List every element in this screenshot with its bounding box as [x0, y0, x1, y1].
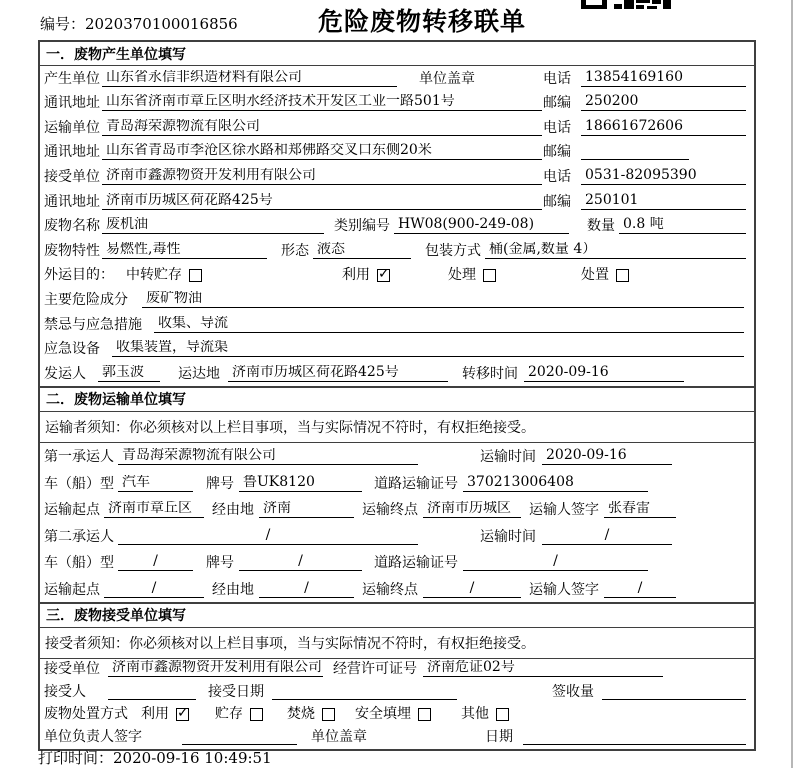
- plate-value-field: 鲁UK8120: [239, 475, 362, 492]
- hazard-label: 主要危险成分: [44, 291, 128, 308]
- phone-label: 电话: [543, 168, 571, 185]
- qr-block: [586, 0, 602, 5]
- via-label: 经由地: [212, 502, 254, 519]
- taboo-value-field: 收集、导流: [154, 316, 744, 333]
- checkbox-transfer-storage: [189, 269, 202, 282]
- zip-field-group: [543, 144, 689, 160]
- via-value-field: 济南: [259, 501, 354, 518]
- carrier-sign-label: 运输人签字: [529, 502, 599, 519]
- phone-value-field: 18661672606: [581, 119, 746, 136]
- receiving-person-value-field: [108, 684, 196, 700]
- hazard-value-field: 废矿物油: [142, 291, 744, 308]
- equipment-label: 应急设备: [44, 341, 100, 358]
- waste-name-value-field: 废机油: [102, 217, 324, 234]
- quantity-value-field: 0.8 吨: [619, 217, 746, 234]
- section-receiver-title: 三．废物接受单位填写: [40, 604, 754, 628]
- waste-character-value-field: 易燃性,毒性: [102, 242, 267, 259]
- taboo-label: 禁忌与应急措施: [44, 316, 142, 333]
- endpoint-value-field: 济南市历城区: [423, 501, 521, 518]
- first-carrier-value-field: 青岛海荣源物流有限公司: [118, 448, 418, 465]
- zip-field-group: [543, 94, 746, 111]
- address-value-field: 济南市历城区荷花路425号: [102, 193, 542, 210]
- row-receiver: [40, 164, 754, 189]
- row-vehicle-1: [40, 469, 754, 496]
- disposal-option-other: [461, 707, 509, 722]
- transfer-time-value-field: 2020-09-16: [524, 365, 684, 382]
- print-time-label: 打印时间：: [38, 749, 114, 767]
- physical-form-label: 形态: [281, 242, 309, 259]
- phone-value-field: 13854169160: [581, 70, 746, 87]
- row-shipper: [40, 361, 754, 386]
- section-producer: [38, 40, 756, 388]
- qr-block: [647, 6, 657, 9]
- via-value-field: /: [259, 581, 354, 598]
- second-carrier-value-field: /: [118, 528, 418, 545]
- receiving-date-label: 接受日期: [208, 683, 264, 700]
- row-transporter: [40, 115, 754, 140]
- zip-label: 邮编: [543, 144, 571, 161]
- destination-label: 运达地: [178, 365, 220, 382]
- checkbox-treat: [483, 269, 496, 282]
- date-value-field: [523, 729, 746, 745]
- category-code-value-field: HW08(900-249-08): [394, 217, 569, 234]
- origin-value-field: /: [104, 581, 204, 598]
- origin-label: 运输起点: [44, 502, 100, 519]
- row-second-carrier: [40, 522, 754, 549]
- address-value-field: 山东省济南市章丘区明水经济技术开发区工业一路501号: [102, 94, 542, 111]
- physical-form-value-field: 液态: [313, 242, 411, 259]
- plate-label: 牌号: [206, 475, 234, 492]
- via-label: 经由地: [212, 581, 254, 598]
- carrier-sign-value-field: 张春雷: [604, 501, 676, 518]
- packing-label: 包装方式: [425, 242, 481, 259]
- option-label: 中转贮存: [126, 267, 182, 284]
- serial-value: 2020370100016856: [85, 15, 238, 33]
- phone-field-group: [543, 168, 746, 185]
- zip-label: 邮编: [543, 193, 571, 210]
- row-first-carrier: [40, 443, 754, 470]
- packing-value-field: 桶(金属,数量 4）: [485, 242, 746, 259]
- road-permit-value-field: 370213006408: [463, 475, 648, 492]
- qr-block: [636, 5, 644, 9]
- phone-value-field: 0531-82095390: [581, 168, 746, 185]
- transport-time-label: 运输时间: [480, 528, 536, 545]
- purpose-label: 外运目的：: [44, 267, 114, 284]
- purpose-option-utilize: [342, 268, 390, 283]
- phone-label: 电话: [543, 70, 571, 87]
- address-label: 通讯地址: [44, 95, 100, 112]
- qr-code-fragment-icon: [581, 0, 671, 9]
- transporter-value-field: 青岛海荣源物流有限公司: [102, 119, 542, 136]
- checkbox-storage: [250, 708, 263, 721]
- endpoint-label: 运输终点: [362, 502, 418, 519]
- option-label: 处理: [448, 267, 476, 284]
- purpose-option-dispose: [581, 268, 629, 283]
- option-label: 安全填埋: [355, 706, 411, 723]
- unit-seal-label: 单位盖章: [419, 70, 475, 87]
- row-receiving-person: [40, 681, 754, 704]
- row-hazard-component: [40, 287, 754, 312]
- page-title: 危险废物转移联单: [318, 7, 527, 36]
- checkbox-incinerate: [322, 708, 335, 721]
- received-amount-label: 签收量: [552, 683, 594, 700]
- row-emergency-equipment: [40, 337, 754, 362]
- row-waste-character: [40, 238, 754, 263]
- serial-number-line: [40, 13, 238, 34]
- serial-label: 编号：: [40, 15, 86, 33]
- endpoint-value-field: /: [423, 581, 521, 598]
- disposal-method-label: 废物处置方式: [44, 706, 128, 723]
- row-receiving-unit: [40, 659, 754, 682]
- carrier-sign-label: 运输人签字: [529, 581, 599, 598]
- checkbox-utilize: [377, 269, 390, 282]
- row-transfer-purpose: [40, 263, 754, 288]
- phone-label: 电话: [543, 119, 571, 136]
- row-taboo-measures: [40, 312, 754, 337]
- zip-label: 邮编: [543, 95, 571, 112]
- qr-block: [652, 0, 661, 4]
- section-transporter: [38, 386, 756, 604]
- waste-name-label: 废物名称: [44, 218, 100, 235]
- date-label: 日期: [485, 728, 513, 745]
- equipment-value-field: 收集装置，导流渠: [112, 340, 744, 357]
- row-route-1: [40, 496, 754, 523]
- section-receiver: [38, 602, 756, 751]
- receiving-unit-label: 接受单位: [44, 661, 100, 678]
- option-label: 利用: [342, 267, 370, 284]
- endpoint-label: 运输终点: [362, 581, 418, 598]
- address-value-field: 山东省青岛市李沧区徐水路和郑佛路交叉口东侧20米: [102, 143, 542, 160]
- option-label: 利用: [141, 706, 169, 723]
- phone-field-group: [543, 119, 746, 136]
- row-producer: [40, 66, 754, 91]
- section-producer-title: 一．废物产生单位填写: [40, 42, 754, 66]
- first-carrier-label: 第一承运人: [44, 449, 114, 466]
- qr-block: [614, 4, 622, 9]
- receiver-value-field: 济南市鑫源物资开发利用有限公司: [102, 168, 542, 185]
- row-waste-name: [40, 214, 754, 239]
- disposal-option-utilize: [141, 707, 189, 722]
- origin-label: 运输起点: [44, 581, 100, 598]
- vehicle-type-label: 车（船）型: [44, 555, 114, 572]
- option-label: 处置: [581, 267, 609, 284]
- section-transporter-title: 二．废物运输单位填写: [40, 388, 754, 412]
- purpose-option-treat: [448, 268, 496, 283]
- category-code-label: 类别编号: [334, 218, 390, 235]
- transport-time-label: 运输时间: [480, 449, 536, 466]
- waste-character-label: 废物特性: [44, 242, 100, 259]
- vehicle-type-value-field: 汽车: [118, 475, 193, 492]
- transport-time-value-field: 2020-09-16: [542, 448, 672, 465]
- disposal-option-incinerate: [287, 707, 335, 722]
- disposal-option-storage: [215, 707, 263, 722]
- zip-value-field: [581, 144, 689, 160]
- print-time-line: [38, 747, 272, 768]
- option-label: 贮存: [215, 706, 243, 723]
- row-vehicle-2: [40, 549, 754, 576]
- row-responsible-sign: [40, 726, 754, 749]
- row-producer-address: [40, 91, 754, 116]
- phone-field-group: [543, 70, 746, 87]
- transporter-notice: 运输者须知：你必须核对以上栏目事项，当与实际情况不符时，有权拒绝接受。: [40, 412, 754, 443]
- option-label: 焚烧: [287, 706, 315, 723]
- transport-time-value-field: /: [542, 528, 672, 545]
- window-edge-line: [791, 0, 793, 768]
- origin-value-field: 济南市章丘区: [104, 501, 204, 518]
- received-amount-value-field: [602, 684, 746, 700]
- vehicle-type-label: 车（船）型: [44, 475, 114, 492]
- checkbox-landfill: [418, 708, 431, 721]
- row-receiver-address: [40, 189, 754, 214]
- destination-value-field: 济南市历城区荷花路425号: [228, 365, 448, 382]
- vehicle-type-value-field: /: [118, 554, 193, 571]
- license-label: 经营许可证号: [333, 661, 417, 678]
- checkbox-utilize: [176, 708, 189, 721]
- road-permit-label: 道路运输证号: [374, 555, 458, 572]
- purpose-option-transfer-storage: [126, 268, 202, 283]
- license-value-field: 济南危证02号: [423, 660, 663, 677]
- transfer-time-label: 转移时间: [462, 365, 518, 382]
- shipper-label: 发运人: [44, 365, 86, 382]
- responsible-sign-label: 单位负责人签字: [44, 728, 142, 745]
- shipper-value-field: 郭玉波: [98, 365, 160, 382]
- carrier-sign-value-field: /: [604, 581, 676, 598]
- address-label: 通讯地址: [44, 193, 100, 210]
- row-transporter-address: [40, 140, 754, 165]
- zip-field-group: [543, 193, 746, 210]
- checkbox-dispose: [616, 269, 629, 282]
- producer-value-field: 山东省永信非织造材料有限公司: [102, 70, 397, 87]
- row-route-2: [40, 575, 754, 602]
- row-disposal-method: [40, 704, 754, 727]
- producer-label: 产生单位: [44, 70, 100, 87]
- qr-block: [624, 0, 634, 9]
- disposal-option-landfill: [355, 707, 431, 722]
- road-permit-label: 道路运输证号: [374, 475, 458, 492]
- address-label: 通讯地址: [44, 144, 100, 161]
- receiver-label: 接受单位: [44, 168, 100, 185]
- print-time-value: 2020-09-16 10:49:51: [113, 749, 272, 767]
- plate-value-field: /: [239, 554, 362, 571]
- manifest-form: [38, 40, 756, 751]
- road-permit-value-field: /: [463, 554, 648, 571]
- second-carrier-label: 第二承运人: [44, 528, 114, 545]
- qr-block: [636, 0, 650, 3]
- responsible-sign-value-field: [182, 729, 297, 745]
- receiving-unit-value-field: 济南市鑫源物资开发利用有限公司: [108, 660, 323, 677]
- plate-label: 牌号: [206, 555, 234, 572]
- quantity-label: 数量: [587, 218, 615, 235]
- zip-value-field: 250101: [581, 193, 746, 210]
- option-label: 其他: [461, 706, 489, 723]
- checkbox-other: [496, 708, 509, 721]
- zip-value-field: 250200: [581, 94, 746, 111]
- unit-seal-label: 单位盖章: [311, 728, 367, 745]
- transporter-label: 运输单位: [44, 119, 100, 136]
- qr-block: [663, 0, 671, 9]
- receiver-notice: 接受者须知：你必须核对以上栏目事项，当与实际情况不符时，有权拒绝接受。: [40, 628, 754, 659]
- receiving-person-label: 接受人: [44, 683, 86, 700]
- receiving-date-value-field: [272, 684, 457, 700]
